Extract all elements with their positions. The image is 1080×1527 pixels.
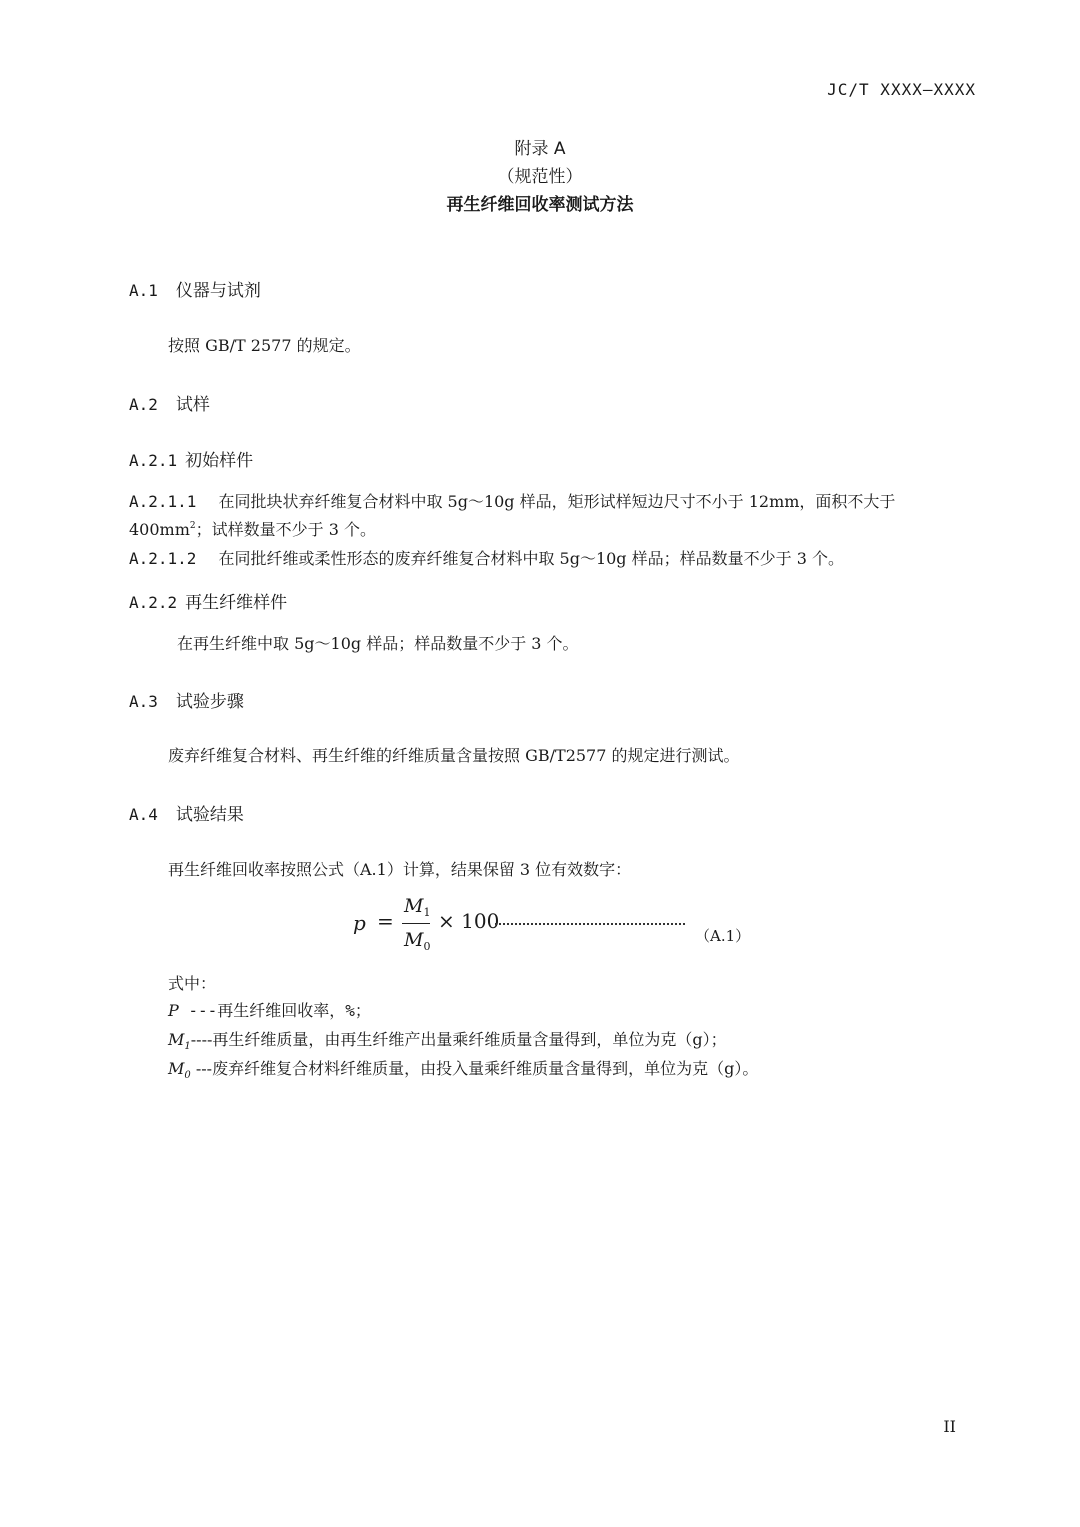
appendix-name: 再生纤维回收率测试方法 — [446, 195, 634, 215]
clause-number: A.2.1.2 — [129, 549, 197, 568]
formula-numerator — [404, 895, 430, 919]
section-number: A.2 — [129, 395, 158, 414]
clause-a212 — [129, 546, 844, 569]
section-a3-text: 废弃纤维复合材料、再生纤维的纤维质量含量按照 GB/T2577 的规定进行测试。 — [168, 746, 740, 765]
clause-text: 在同批块状弃纤维复合材料中取 5g～10g 样品，矩形试样短边尺寸不小于 12mm，面积不大于 — [218, 492, 896, 511]
section-number: A.2.2 — [129, 593, 178, 612]
appendix-type: （规范性） — [497, 167, 583, 187]
denominator-symbol: M — [404, 929, 424, 951]
formula-lhs: p — [353, 911, 366, 935]
definition-symbol — [168, 1059, 191, 1082]
definition-symbol: P — [168, 1001, 179, 1020]
section-a1-heading — [129, 276, 261, 301]
section-a1-text: 按照 GB/T 2577 的规定。 — [168, 336, 361, 355]
document-code: JC/T XXXX—XXXX — [827, 80, 976, 99]
section-a4-heading — [129, 800, 244, 825]
section-number: A.1 — [129, 281, 158, 300]
area-value: 400mm — [129, 520, 190, 539]
clause-number: A.2.1.1 — [129, 492, 197, 511]
formula-denominator — [404, 929, 430, 953]
denominator-subscript: 0 — [423, 940, 431, 953]
definition-symbol — [168, 1030, 191, 1053]
symbol-subscript: 0 — [184, 1070, 191, 1082]
symbol-subscript: 1 — [184, 1041, 191, 1053]
definition-text: ----再生纤维质量，由再生纤维产出量乘纤维质量含量得到，单位为克（g）； — [190, 1030, 727, 1049]
numerator-symbol: M — [404, 895, 424, 917]
fraction-bar — [402, 923, 430, 924]
formula-number: （A.1） — [695, 927, 751, 945]
where-label: 式中： — [168, 974, 217, 993]
section-title: 初始样件 — [185, 451, 254, 471]
clause-a211-line1 — [129, 489, 895, 512]
section-a2-heading — [129, 390, 210, 415]
superscript: 2 — [189, 521, 196, 531]
definition-m1 — [168, 1027, 727, 1052]
section-number: A.2.1 — [129, 451, 178, 470]
definition-p — [168, 998, 371, 1021]
clause-a211-line2 — [129, 517, 376, 540]
formula-multiplier: × 100 — [438, 909, 500, 933]
formula-equals: = — [377, 909, 394, 933]
numerator-subscript: 1 — [423, 906, 431, 919]
section-a22-text: 在再生纤维中取 5g～10g 样品；样品数量不少于 3 个。 — [177, 634, 579, 653]
symbol-letter: M — [168, 1059, 185, 1078]
symbol-letter: M — [168, 1030, 185, 1049]
section-title: 试验步骤 — [175, 692, 244, 712]
section-title: 试样 — [175, 395, 210, 415]
clause-text: ；试样数量不少于 3 个。 — [195, 520, 376, 539]
formula-fraction — [400, 895, 434, 955]
section-a4-text: 再生纤维回收率按照公式（A.1）计算，结果保留 3 位有效数字： — [168, 860, 632, 879]
section-a21-heading — [129, 446, 253, 471]
dot-leader — [495, 923, 685, 925]
appendix-title: 附录 A — [514, 139, 566, 159]
definition-text: ---再生纤维回收率，%； — [178, 1001, 371, 1020]
definition-text: ---废弃纤维复合材料纤维质量，由投入量乘纤维质量含量得到，单位为克（g）。 — [190, 1059, 759, 1078]
section-a22-heading — [129, 588, 287, 613]
page-number: II — [943, 1417, 956, 1436]
formula-a1 — [350, 895, 770, 955]
section-number: A.3 — [129, 692, 158, 711]
section-title: 仪器与试剂 — [175, 281, 261, 301]
section-title: 再生纤维样件 — [185, 593, 288, 613]
section-a3-heading — [129, 687, 244, 712]
section-title: 试验结果 — [175, 805, 244, 825]
section-number: A.4 — [129, 805, 158, 824]
definition-m0 — [168, 1056, 758, 1081]
clause-text: 在同批纤维或柔性形态的废弃纤维复合材料中取 5g～10g 样品；样品数量不少于 3 个。 — [218, 549, 844, 568]
